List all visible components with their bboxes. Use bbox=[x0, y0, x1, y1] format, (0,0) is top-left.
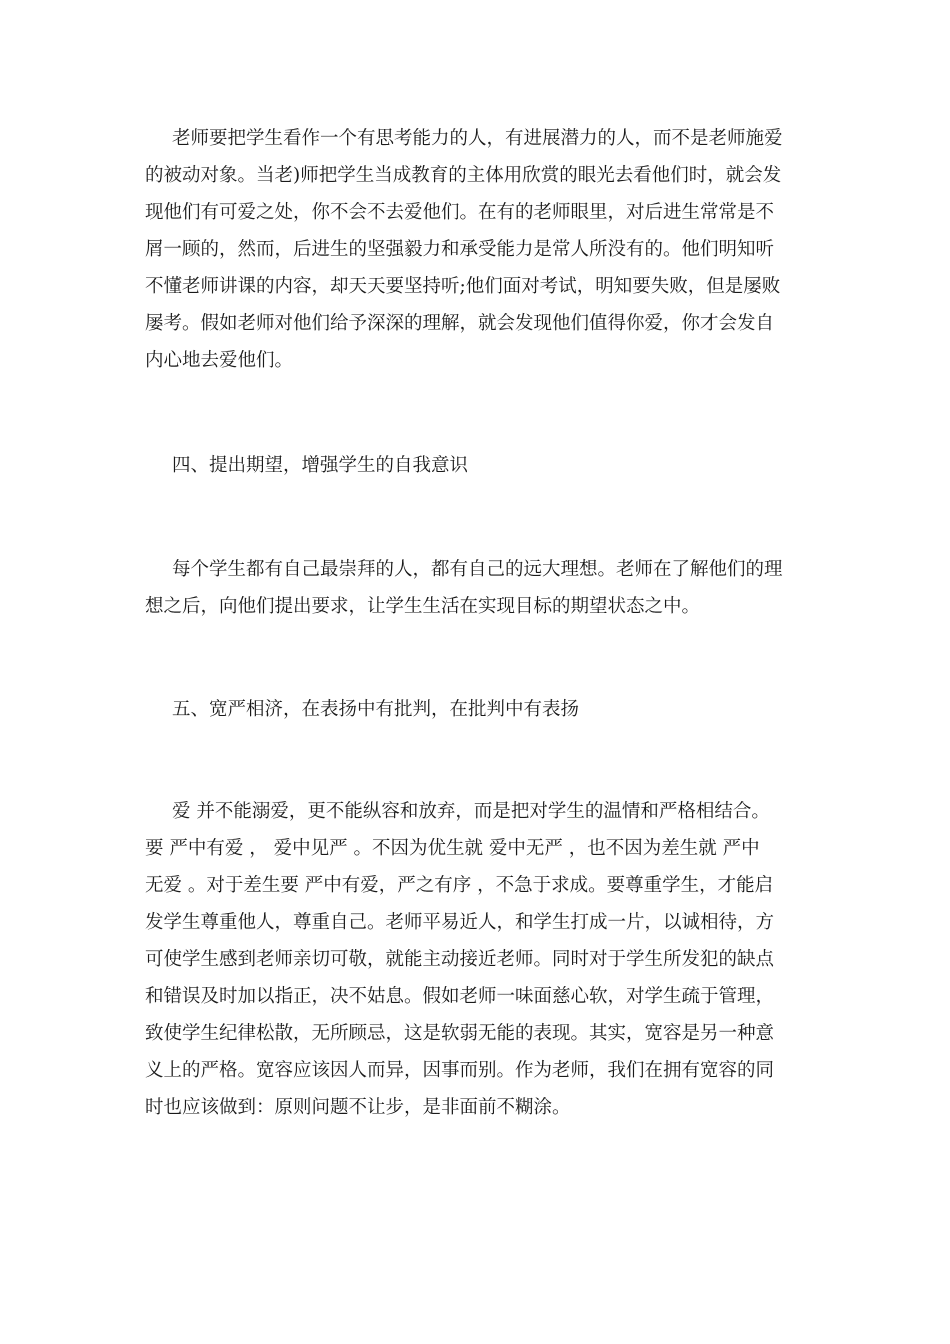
paragraph-line: 可使学生感到老师亲切可敬，就能主动接近老师。同时对于学生所发犯的缺点 bbox=[145, 949, 775, 970]
paragraph-line: 不懂老师讲课的内容，却天天要坚持听;他们面对考试，明知要失败，但是屡败 bbox=[145, 276, 781, 297]
paragraph-line: 想之后，向他们提出要求，让学生生活在实现目标的期望状态之中。 bbox=[145, 596, 701, 617]
paragraph-line: 无爱 。对于差生要 严中有爱，严之有序 ，不急于求成。要尊重学生，才能启 bbox=[145, 875, 774, 896]
paragraph-line: 爱 并不能溺爱，更不能纵容和放弃，而是把对学生的温情和严格相结合。 bbox=[172, 801, 770, 822]
section-heading: 五、宽严相济，在表扬中有批判，在批判中有表扬 bbox=[172, 699, 580, 720]
paragraph-line: 每个学生都有自己最崇拜的人，都有自己的远大理想。老师在了解他们的理 bbox=[172, 559, 783, 580]
paragraph-line: 义上的严格。宽容应该因人而异，因事而别。作为老师，我们在拥有宽容的同 bbox=[145, 1060, 775, 1081]
paragraph-line: 屑一顾的，然而，后进生的坚强毅力和承受能力是常人所没有的。他们明知听 bbox=[145, 239, 775, 260]
paragraph-line: 致使学生纪律松散，无所顾忌，这是软弱无能的表现。其实，宽容是另一种意 bbox=[145, 1023, 775, 1044]
paragraph-line: 发学生尊重他人，尊重自己。老师平易近人，和学生打成一片，以诚相待，方 bbox=[145, 912, 775, 933]
paragraph-line: 内心地去爱他们。 bbox=[145, 350, 294, 371]
section-heading: 四、提出期望，增强学生的自我意识 bbox=[172, 455, 469, 476]
paragraph-line: 的被动对象。当老)师把学生当成教育的主体用欣赏的眼光去看他们时，就会发 bbox=[145, 165, 782, 186]
paragraph-line: 时也应该做到：原则问题不让步，是非面前不糊涂。 bbox=[145, 1097, 571, 1118]
paragraph-line: 老师要把学生看作一个有思考能力的人，有进展潜力的人，而不是老师施爱 bbox=[172, 128, 783, 149]
paragraph-line: 要 严中有爱 ， 爱中见严 。不因为优生就 爱中无严 ，也不因为差生就 严中 bbox=[145, 838, 760, 859]
paragraph-line: 现他们有可爱之处，你不会不去爱他们。在有的老师眼里，对后进生常常是不 bbox=[145, 202, 775, 223]
paragraph-line: 屡考。假如老师对他们给予深深的理解，就会发现他们值得你爱，你才会发自 bbox=[145, 313, 775, 334]
paragraph-line: 和错误及时加以指正，决不姑息。假如老师一味面慈心软，对学生疏于管理， bbox=[145, 986, 775, 1007]
